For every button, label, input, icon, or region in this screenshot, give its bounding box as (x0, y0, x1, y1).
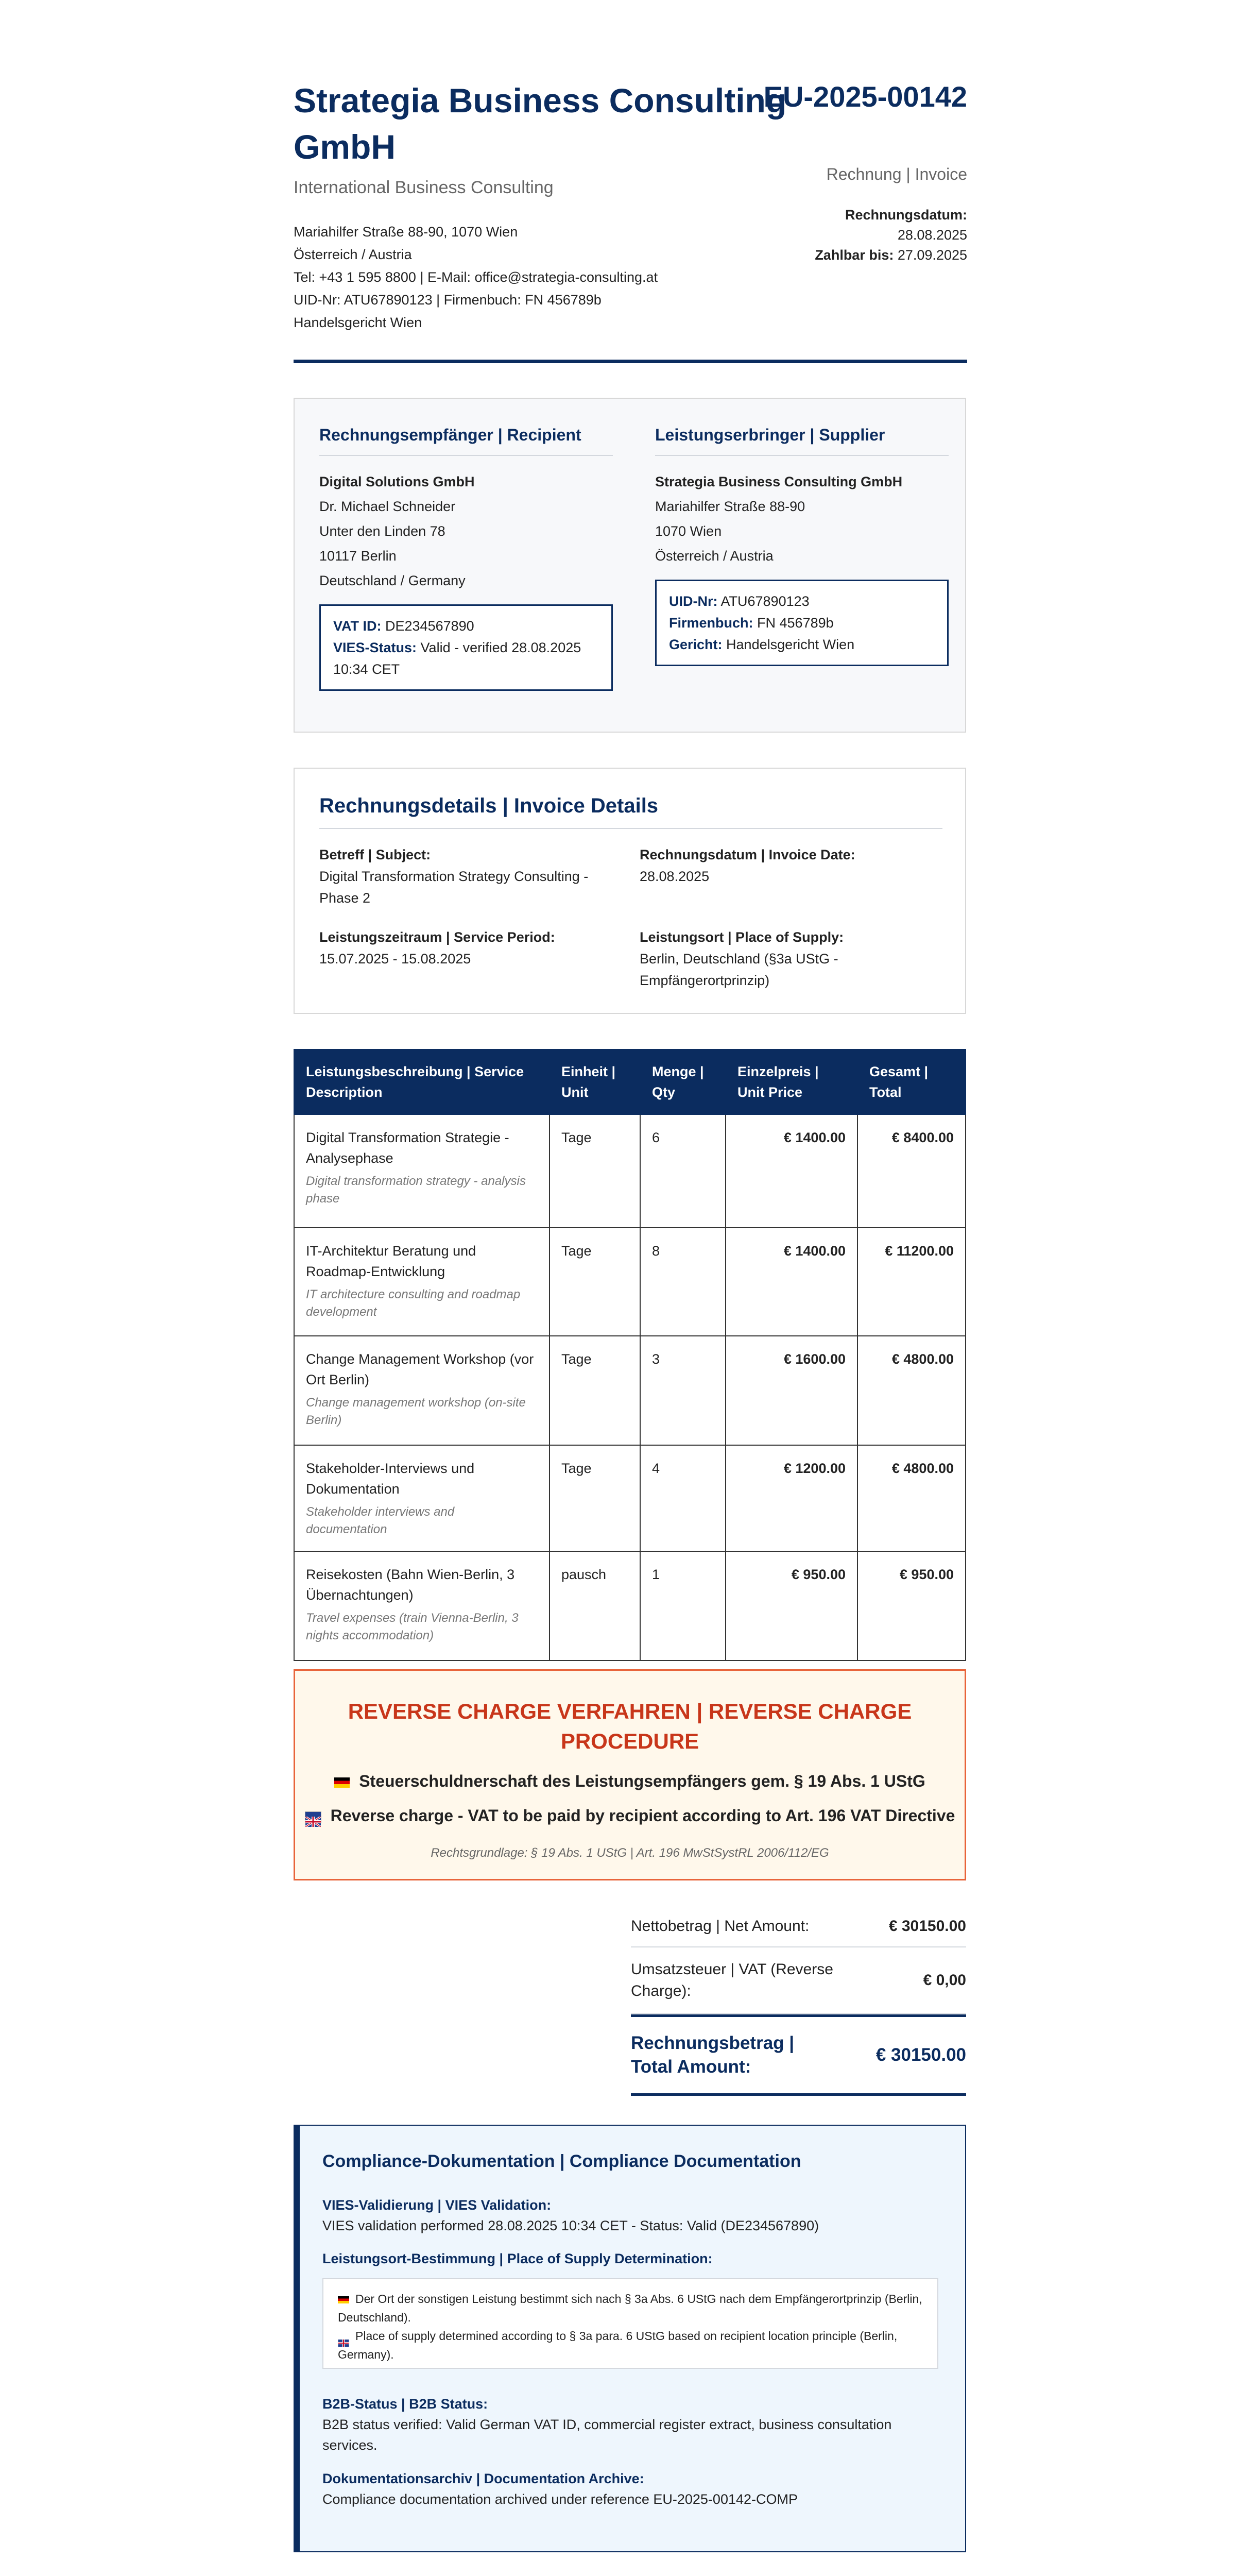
table-row (294, 1114, 966, 1228)
invoice-date: 28.08.2025 (897, 227, 967, 243)
company-contact: Tel: +43 1 595 8800 | E-Mail: office@strategia-consulting.at (294, 269, 658, 285)
uid-number: ATU67890123 (720, 594, 810, 609)
total-amount-label: Rechnungsbetrag | Total Amount: (631, 2033, 795, 2077)
company-court: Handelsgericht Wien (294, 315, 422, 330)
vat-row (631, 1947, 966, 2014)
col-qty: Menge | Qty (640, 1049, 726, 1114)
firmenbuch-number: FN 456789b (757, 615, 834, 631)
company-address (294, 221, 658, 334)
archive-label: Dokumentationsarchiv | Documentation Archive: (322, 2471, 644, 2486)
col-description: Leistungsbeschreibung | Service Description (294, 1049, 550, 1114)
reverse-charge-text-en: Reverse charge - VAT to be paid by recipient according to Art. 196 VAT Directive (330, 1806, 955, 1825)
due-date-label: Zahlbar bis: (815, 247, 894, 263)
place-label: Leistungsort | Place of Supply: (640, 929, 844, 945)
item-qty: 4 (640, 1445, 726, 1551)
b2b-status-text: B2B status verified: Valid German VAT ID, commercial register extract, business consultation services. (322, 2417, 892, 2453)
item-unit-price: € 1400.00 (726, 1228, 857, 1336)
recipient-country: Deutschland / Germany (319, 573, 466, 588)
invoice-header (294, 0, 967, 371)
net-amount-label: Nettobetrag | Net Amount: (631, 1918, 810, 1935)
net-amount-row (631, 1906, 966, 1947)
item-description-en: Stakeholder interviews and documentation (306, 1505, 455, 1536)
place-determination-de: Der Ort der sonstigen Leistung bestimmt sich nach § 3a Abs. 6 UStG nach dem Empfängerortprinzip (Berlin, Deutschland). (338, 2292, 922, 2324)
recipient-name: Digital Solutions GmbH (319, 474, 475, 489)
uid-label: UID-Nr: (669, 594, 718, 609)
recipient-block (319, 426, 613, 691)
german-flag-icon (338, 2296, 349, 2303)
item-total: € 11200.00 (857, 1228, 966, 1336)
supplier-street: Mariahilfer Straße 88-90 (655, 499, 805, 514)
col-unit-price: Einzelpreis | Unit Price (726, 1049, 857, 1114)
supplier-city: 1070 Wien (655, 523, 722, 539)
item-description: Stakeholder-Interviews und Dokumentation (306, 1461, 475, 1497)
german-flag-icon (334, 1777, 350, 1788)
uk-flag-icon (305, 1811, 321, 1823)
line-items-table (294, 1049, 966, 1661)
reverse-charge-text-de: Steuerschuldnerschaft des Leistungsempfängers gem. § 19 Abs. 1 UStG (359, 1772, 925, 1790)
company-country: Österreich / Austria (294, 247, 412, 262)
invoice-type: Rechnung | Invoice (826, 165, 967, 183)
reverse-charge-legal-basis: Rechtsgrundlage: § 19 Abs. 1 UStG | Art. 196 MwStSystRL 2006/112/EG (431, 1846, 829, 1860)
item-description-en: Travel expenses (train Vienna-Berlin, 3 nights accommodation) (306, 1611, 519, 1642)
parties-section (294, 398, 966, 733)
compliance-section (294, 2125, 966, 2552)
item-description-en: IT architecture consulting and roadmap development (306, 1287, 521, 1319)
subject-value: Digital Transformation Strategy Consulting - Phase 2 (319, 869, 589, 906)
item-unit: Tage (550, 1228, 640, 1336)
item-qty: 1 (640, 1551, 726, 1660)
supplier-heading: Leistungserbringer | Supplier (655, 426, 949, 456)
uk-flag-icon (338, 2333, 349, 2341)
supplier-name: Strategia Business Consulting GmbH (655, 474, 903, 489)
detail-service-period (319, 926, 608, 970)
reverse-charge-title: REVERSE CHARGE VERFAHREN | REVERSE CHARGE PROCEDURE (348, 1699, 912, 1753)
item-description-en: Change management workshop (on-site Berlin) (306, 1396, 526, 1427)
item-total: € 8400.00 (857, 1114, 966, 1228)
item-unit: pausch (550, 1551, 640, 1660)
col-total: Gesamt | Total (857, 1049, 966, 1114)
item-total: € 4800.00 (857, 1336, 966, 1445)
vies-validation (322, 2195, 940, 2236)
vat-amount: € 0,00 (923, 1972, 966, 1989)
item-unit: Tage (550, 1445, 640, 1551)
table-row (294, 1228, 966, 1336)
place-value: Berlin, Deutschland (§3a UStG - Empfängerortprinzip) (640, 951, 838, 988)
item-description: IT-Architektur Beratung und Roadmap-Entwicklung (306, 1243, 476, 1279)
company-address-line: Mariahilfer Straße 88-90, 1070 Wien (294, 224, 518, 240)
totals-block (631, 1906, 966, 2096)
company-tagline: International Business Consulting (294, 178, 554, 197)
invoice-page (294, 0, 967, 2507)
supplier-block (655, 426, 949, 666)
item-total: € 950.00 (857, 1551, 966, 1660)
detail-invoice-date (640, 844, 928, 887)
recipient-street: Unter den Linden 78 (319, 523, 445, 539)
recipient-city: 10117 Berlin (319, 548, 397, 564)
vies-status: Valid - verified 28.08.2025 10:34 CET (333, 640, 581, 677)
item-description: Reisekosten (Bahn Wien-Berlin, 3 Übernachtungen) (306, 1567, 515, 1603)
period-label: Leistungszeitraum | Service Period: (319, 929, 555, 945)
total-amount: € 30150.00 (876, 2045, 966, 2065)
item-unit-price: € 1200.00 (726, 1445, 857, 1551)
table-row (294, 1551, 966, 1660)
detail-date-label: Rechnungsdatum | Invoice Date: (640, 847, 855, 862)
b2b-status-label: B2B-Status | B2B Status: (322, 2396, 488, 2412)
detail-date-value: 28.08.2025 (640, 869, 710, 884)
table-row (294, 1336, 966, 1445)
recipient-heading: Rechnungsempfänger | Recipient (319, 426, 613, 456)
detail-subject (319, 844, 608, 909)
table-header-row (294, 1049, 966, 1114)
invoice-date-label: Rechnungsdatum: (845, 207, 967, 223)
due-date: 27.09.2025 (897, 247, 967, 263)
recipient-contact: Dr. Michael Schneider (319, 499, 456, 514)
item-description: Change Management Workshop (vor Ort Berlin) (306, 1351, 534, 1387)
subject-label: Betreff | Subject: (319, 847, 431, 862)
archive-text: Compliance documentation archived under reference EU-2025-00142-COMP (322, 2492, 798, 2507)
invoice-details-heading: Rechnungsdetails | Invoice Details (319, 794, 942, 829)
total-amount-row (631, 2014, 966, 2096)
compliance-heading: Compliance-Dokumentation | Compliance Documentation (322, 2151, 801, 2171)
item-qty: 3 (640, 1336, 726, 1445)
col-unit: Einheit | Unit (550, 1049, 640, 1114)
recipient-vat-box (319, 604, 613, 691)
item-description-en: Digital transformation strategy - analysis phase (306, 1174, 526, 1206)
documentation-archive (322, 2468, 940, 2510)
invoice-details-section (294, 768, 966, 1014)
court-label: Gericht: (669, 637, 723, 652)
period-value: 15.07.2025 - 15.08.2025 (319, 951, 471, 967)
header-divider (294, 360, 967, 363)
item-qty: 6 (640, 1114, 726, 1228)
item-total: € 4800.00 (857, 1445, 966, 1551)
vies-validation-text: VIES validation performed 28.08.2025 10:34 CET - Status: Valid (DE234567890) (322, 2218, 819, 2233)
place-determination-label: Leistungsort-Bestimmung | Place of Supply Determination: (322, 2251, 713, 2266)
vies-status-label: VIES-Status: (333, 640, 417, 655)
item-unit-price: € 1600.00 (726, 1336, 857, 1445)
vat-label: Umsatzsteuer | VAT (Reverse Charge): (631, 1961, 833, 1999)
item-unit-price: € 950.00 (726, 1551, 857, 1660)
firmenbuch-label: Firmenbuch: (669, 615, 753, 631)
vat-id-label: VAT ID: (333, 618, 382, 634)
table-row (294, 1445, 966, 1551)
invoice-dates (815, 205, 967, 265)
item-unit-price: € 1400.00 (726, 1114, 857, 1228)
invoice-number: EU-2025-00142 (763, 80, 967, 113)
supplier-country: Österreich / Austria (655, 548, 774, 564)
b2b-status (322, 2394, 940, 2455)
place-of-supply-determination (322, 2248, 940, 2269)
place-determination-box (322, 2278, 938, 2369)
vies-validation-label: VIES-Validierung | VIES Validation: (322, 2197, 552, 2213)
court-name: Handelsgericht Wien (726, 637, 855, 652)
item-description: Digital Transformation Strategie - Analysephase (306, 1130, 509, 1166)
vat-id: DE234567890 (385, 618, 474, 634)
net-amount: € 30150.00 (888, 1918, 966, 1935)
item-unit: Tage (550, 1336, 640, 1445)
detail-place-of-supply (640, 926, 928, 991)
reverse-charge-line-de (295, 1772, 965, 1791)
item-unit: Tage (550, 1114, 640, 1228)
supplier-id-box (655, 580, 949, 666)
place-determination-en: Place of supply determined according to § 3a para. 6 UStG based on recipient location principle (Berlin, Germany). (338, 2329, 898, 2361)
item-qty: 8 (640, 1228, 726, 1336)
company-ids: UID-Nr: ATU67890123 | Firmenbuch: FN 456789b (294, 292, 602, 308)
reverse-charge-notice (294, 1669, 966, 1880)
company-name: Strategia Business Consulting GmbH (294, 81, 787, 166)
reverse-charge-line-en (295, 1806, 965, 1825)
